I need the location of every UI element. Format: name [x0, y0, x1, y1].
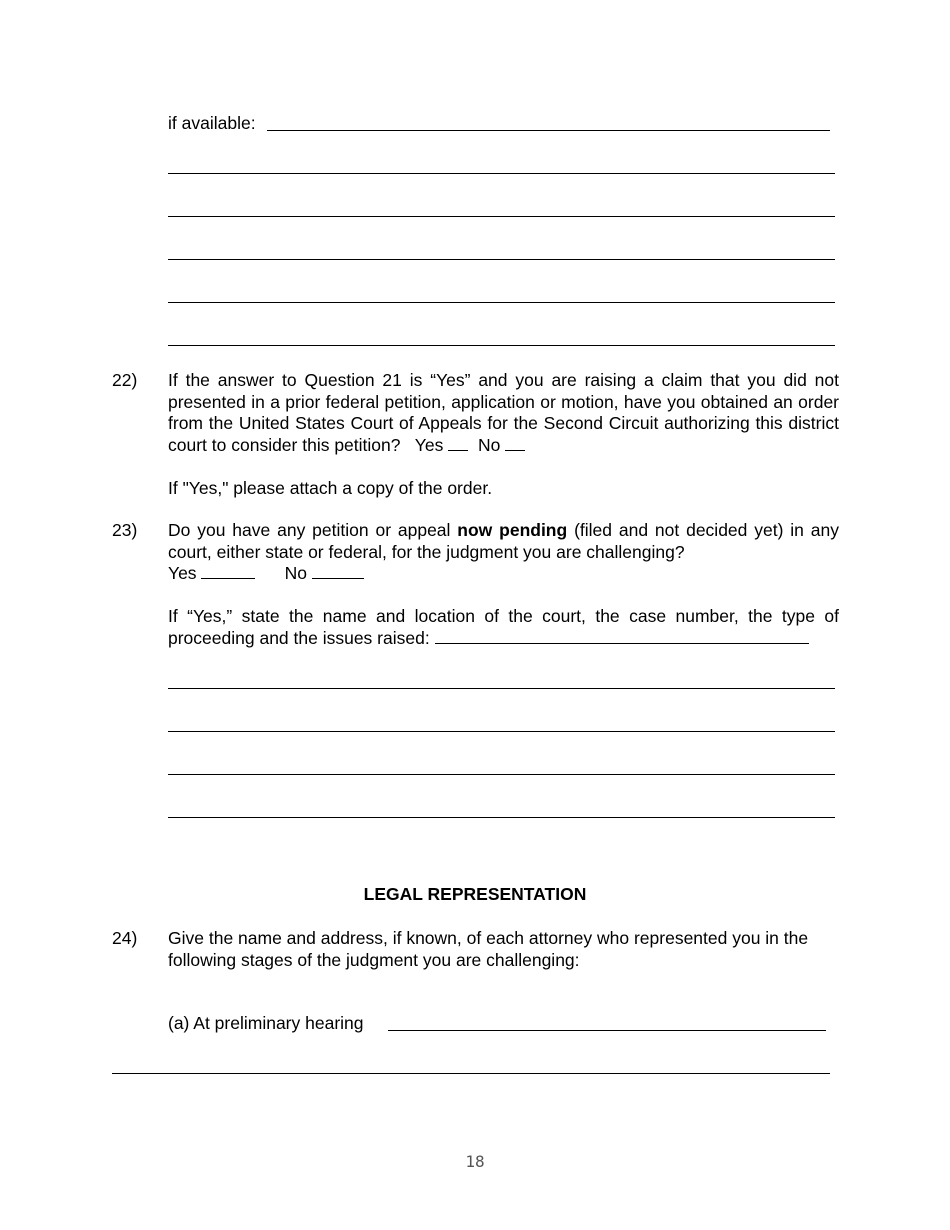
question-22-number: 22): [112, 370, 138, 390]
question-23-number: 23): [112, 520, 138, 540]
answer-line[interactable]: [112, 1073, 830, 1074]
section-heading: LEGAL REPRESENTATION: [363, 884, 587, 904]
question-22-no-label: No: [477, 434, 501, 455]
question-22-yes-blank[interactable]: [448, 436, 468, 451]
question-22-attach-note: If "Yes," please attach a copy of the order.: [168, 478, 493, 498]
question-23-yes-blank[interactable]: [201, 564, 255, 579]
question-24-item-a-label: (a) At preliminary hearing: [168, 1013, 364, 1033]
question-23-yes-no: [168, 563, 364, 584]
answer-line[interactable]: [168, 345, 835, 346]
answer-line[interactable]: [168, 774, 835, 775]
question-23-yes-label: Yes: [168, 563, 197, 583]
question-22-body: If the answer to Question 21 is “Yes” and you are raising a claim that you did not presented in a prior federal petition, application or motion, have you obtained an order from the United States Court of Appeals for the Second Circuit authorizing this district court to consider this petition?: [168, 370, 839, 455]
if-available-answer-line[interactable]: [267, 130, 830, 131]
question-22-yes-label: Yes: [414, 434, 444, 455]
question-23-body-end: (filed and not decided yet) in any court, either state or federal, for the judgment you are challenging?: [168, 520, 839, 562]
answer-line[interactable]: [168, 216, 835, 217]
question-22-text: [168, 370, 839, 456]
question-23-followup-blank[interactable]: [435, 629, 809, 644]
if-available-label: if available:: [168, 113, 256, 133]
question-23-body-bold: now pending: [457, 520, 568, 540]
question-23-body-start: Do you have any petition or appeal: [168, 520, 451, 540]
question-23-text: [168, 520, 839, 563]
question-23-followup: [168, 606, 839, 649]
question-23-no-blank[interactable]: [312, 564, 364, 579]
answer-line[interactable]: [168, 302, 835, 303]
answer-line[interactable]: [168, 259, 835, 260]
question-24-text: Give the name and address, if known, of each attorney who represented you in the following stages of the judgment you are challenging:: [168, 928, 809, 970]
question-23-no-label: No: [284, 563, 307, 583]
question-23-followup-text: If “Yes,” state the name and location of the court, the case number, the type of proceeding and the issues raised:: [168, 606, 839, 648]
item-a-answer-line[interactable]: [388, 1030, 826, 1031]
answer-line[interactable]: [168, 731, 835, 732]
answer-line[interactable]: [168, 173, 835, 174]
question-24-number: 24): [112, 928, 138, 948]
page-number: 18: [465, 1152, 485, 1171]
answer-line[interactable]: [168, 817, 835, 818]
answer-line[interactable]: [168, 688, 835, 689]
question-22-no-blank[interactable]: [505, 436, 525, 451]
